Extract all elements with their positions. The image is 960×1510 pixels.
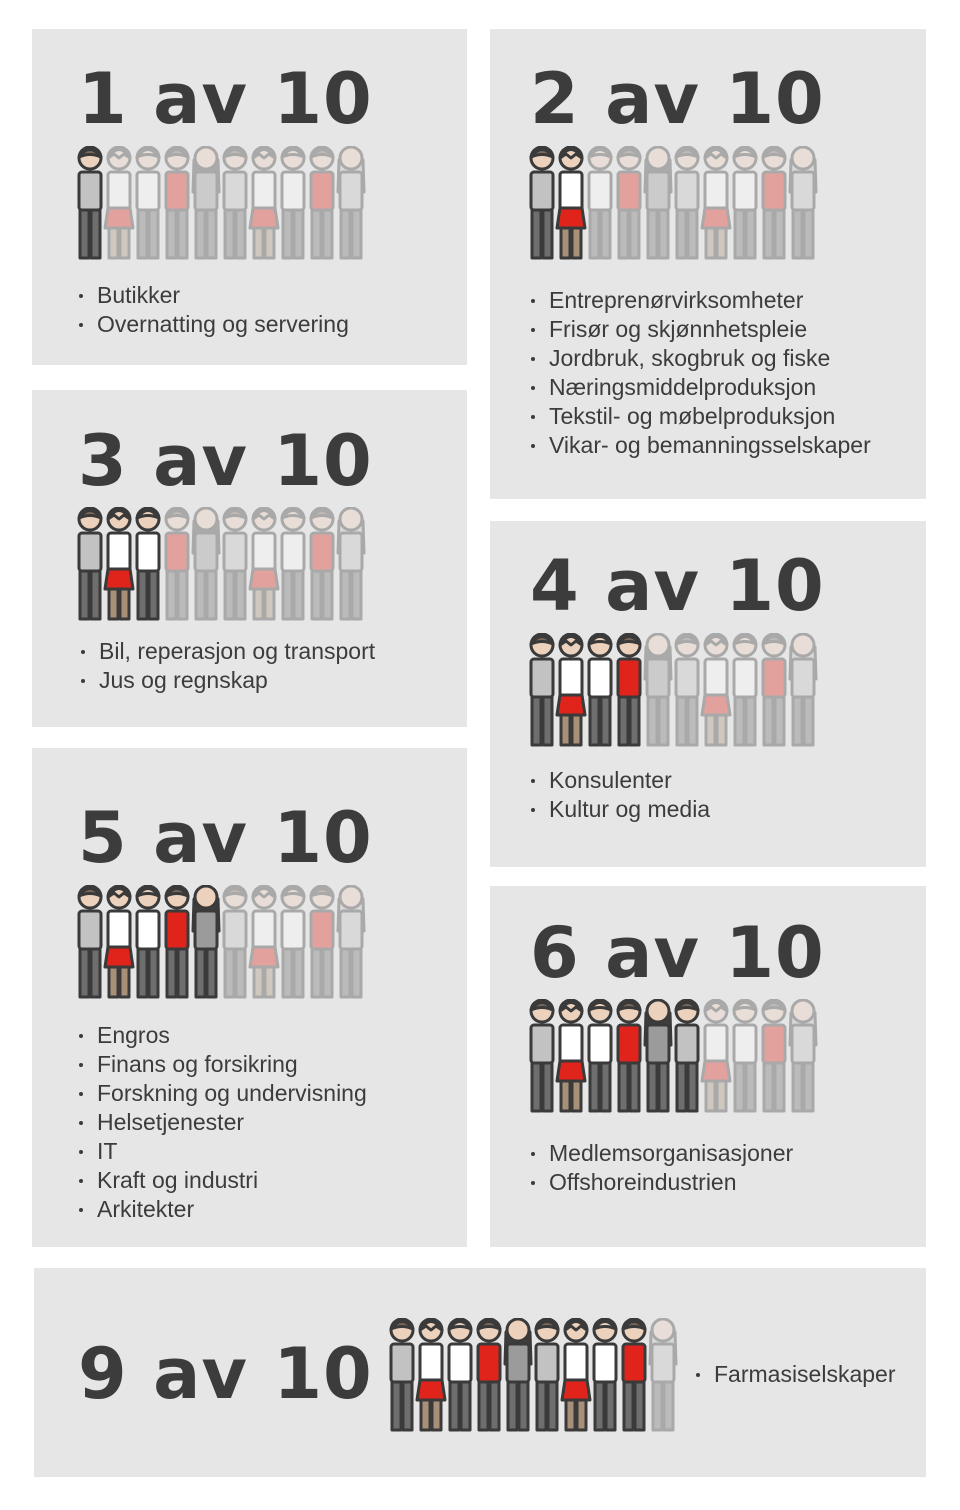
list-item: IT [77, 1137, 367, 1166]
list-item: Bil, reperasjon og transport [79, 637, 375, 666]
card-title: 1 av 10 [78, 58, 373, 140]
man-white-icon [137, 886, 159, 997]
woman-red-skirt-icon [702, 634, 730, 745]
woman-red-skirt-icon [557, 147, 585, 258]
card-title: 2 av 10 [530, 58, 825, 140]
man-gray-icon [224, 886, 246, 997]
woman-red-shirt-icon [763, 147, 785, 258]
man-white-icon [137, 508, 159, 619]
man-white-icon [589, 147, 611, 258]
man-gray-icon [676, 634, 698, 745]
list-item: Frisør og skjønnhetspleie [529, 315, 871, 344]
people-row [528, 999, 828, 1117]
man-gray-icon [531, 1000, 553, 1111]
card-6-av-10 [490, 886, 926, 1247]
woman-red-shirt-icon [166, 886, 188, 997]
woman-dark-hair-icon [193, 886, 219, 997]
woman-dark-hair-icon [193, 508, 219, 619]
list-item: Finans og forsikring [77, 1050, 367, 1079]
woman-gray-icon [790, 1000, 816, 1111]
card-title: 6 av 10 [530, 912, 825, 994]
card-5-av-10 [32, 748, 467, 1247]
man-gray-icon [79, 508, 101, 619]
woman-red-skirt-icon [702, 147, 730, 258]
woman-red-shirt-icon [623, 1319, 645, 1430]
woman-gray-icon [338, 147, 364, 258]
man-white-icon [734, 634, 756, 745]
woman-red-shirt-icon [311, 886, 333, 997]
woman-dark-hair-icon [645, 147, 671, 258]
woman-red-shirt-icon [618, 1000, 640, 1111]
man-gray-icon [676, 1000, 698, 1111]
woman-red-shirt-icon [763, 634, 785, 745]
card-title: 3 av 10 [78, 420, 373, 502]
woman-red-skirt-icon [557, 1000, 585, 1111]
woman-red-shirt-icon [311, 147, 333, 258]
woman-red-shirt-icon [166, 508, 188, 619]
list-item: Næringsmiddelproduksjon [529, 373, 871, 402]
woman-red-shirt-icon [763, 1000, 785, 1111]
man-gray-icon [79, 147, 101, 258]
woman-dark-hair-icon [645, 1000, 671, 1111]
woman-red-shirt-icon [478, 1319, 500, 1430]
woman-red-shirt-icon [618, 634, 640, 745]
list-item: Kultur og media [529, 795, 710, 824]
people-row [388, 1318, 688, 1436]
card-title: 5 av 10 [78, 797, 373, 879]
list-item: Farmasiselskaper [694, 1360, 896, 1389]
list-item: Vikar- og bemanningsselskaper [529, 431, 871, 460]
list-item: Offshoreindustrien [529, 1168, 793, 1197]
list-item: Jordbruk, skogbruk og fiske [529, 344, 871, 373]
man-white-icon [594, 1319, 616, 1430]
woman-red-skirt-icon [250, 147, 278, 258]
woman-red-shirt-icon [618, 147, 640, 258]
list-item: Overnatting og servering [77, 310, 349, 339]
woman-gray-icon [790, 634, 816, 745]
man-white-icon [449, 1319, 471, 1430]
woman-red-shirt-icon [311, 508, 333, 619]
man-white-icon [282, 886, 304, 997]
category-list [529, 286, 871, 460]
man-white-icon [734, 147, 756, 258]
card-title: 4 av 10 [530, 545, 825, 627]
woman-gray-icon [338, 886, 364, 997]
woman-dark-hair-icon [505, 1319, 531, 1430]
man-gray-icon [224, 508, 246, 619]
list-item: Forskning og undervisning [77, 1079, 367, 1108]
man-white-icon [734, 1000, 756, 1111]
woman-red-skirt-icon [105, 147, 133, 258]
man-gray-icon [79, 886, 101, 997]
people-row [528, 146, 828, 264]
list-item: Jus og regnskap [79, 666, 375, 695]
man-white-icon [589, 1000, 611, 1111]
card-9-av-10 [34, 1268, 926, 1477]
woman-gray-icon [790, 147, 816, 258]
list-item: Engros [77, 1021, 367, 1050]
list-item: Butikker [77, 281, 349, 310]
woman-red-shirt-icon [166, 147, 188, 258]
people-row [76, 885, 376, 1003]
list-item: Tekstil- og møbelproduksjon [529, 402, 871, 431]
card-4-av-10 [490, 521, 926, 867]
category-list [77, 1021, 367, 1224]
woman-dark-hair-icon [193, 147, 219, 258]
people-row [76, 146, 376, 264]
card-1-av-10 [32, 29, 467, 365]
list-item: Helsetjenester [77, 1108, 367, 1137]
list-item: Medlemsorganisasjoner [529, 1139, 793, 1168]
category-list [529, 1139, 793, 1197]
people-row [528, 633, 828, 751]
woman-gray-icon [650, 1319, 676, 1430]
category-list [79, 637, 375, 695]
man-gray-icon [531, 147, 553, 258]
list-item: Entreprenørvirksomheter [529, 286, 871, 315]
list-item: Arkitekter [77, 1195, 367, 1224]
man-gray-icon [224, 147, 246, 258]
card-title: 9 av 10 [78, 1333, 373, 1415]
man-white-icon [282, 147, 304, 258]
category-list [694, 1360, 896, 1389]
woman-red-skirt-icon [250, 508, 278, 619]
woman-red-skirt-icon [702, 1000, 730, 1111]
man-gray-icon [391, 1319, 413, 1430]
woman-gray-icon [338, 508, 364, 619]
man-white-icon [137, 147, 159, 258]
man-gray-icon [536, 1319, 558, 1430]
category-list [529, 766, 710, 824]
man-gray-icon [531, 634, 553, 745]
woman-red-skirt-icon [250, 886, 278, 997]
woman-red-skirt-icon [557, 634, 585, 745]
woman-red-skirt-icon [417, 1319, 445, 1430]
woman-red-skirt-icon [105, 886, 133, 997]
man-white-icon [589, 634, 611, 745]
people-row [76, 507, 376, 625]
woman-dark-hair-icon [645, 634, 671, 745]
card-2-av-10 [490, 29, 926, 499]
category-list [77, 281, 349, 339]
list-item: Kraft og industri [77, 1166, 367, 1195]
list-item: Konsulenter [529, 766, 710, 795]
woman-red-skirt-icon [562, 1319, 590, 1430]
card-3-av-10 [32, 390, 467, 727]
woman-red-skirt-icon [105, 508, 133, 619]
man-gray-icon [676, 147, 698, 258]
man-white-icon [282, 508, 304, 619]
